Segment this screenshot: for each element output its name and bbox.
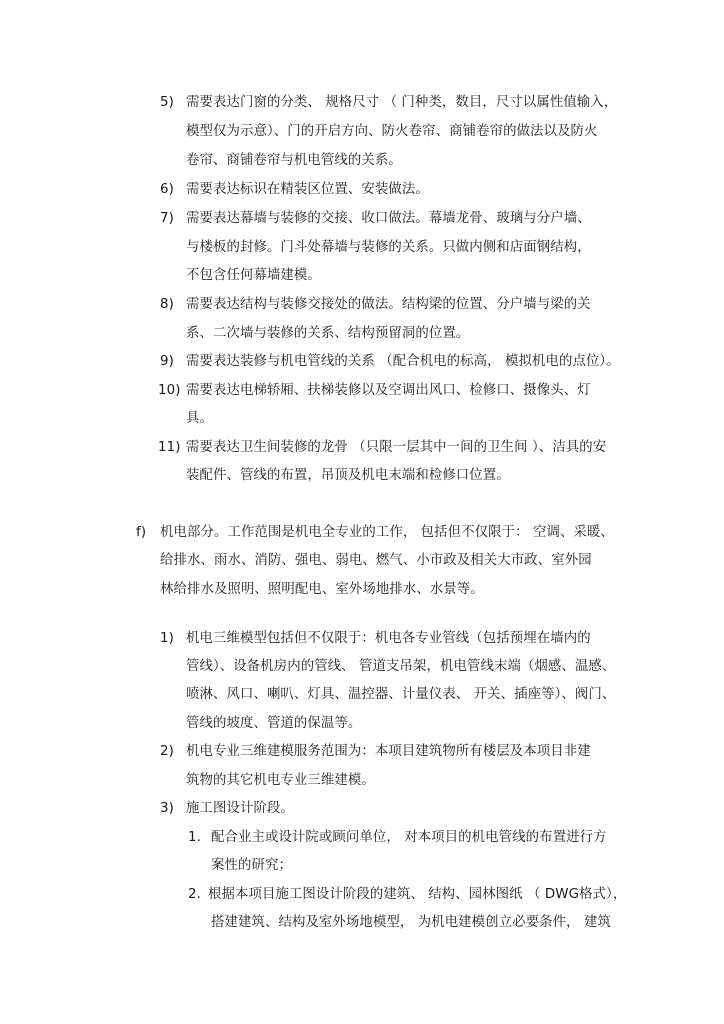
section-f-line-3: 林给排水及照明、照明配电、室外场地排水、水景等。 xyxy=(160,582,484,597)
item-9-line-1: 需要表达装修与机电管线的关系 （配合机电的标高， 模拟机电的点位）。 xyxy=(186,354,620,369)
item-7-line-1: 需要表达幕墙与装修的交接、收口做法。幕墙龙骨、玻璃与分户墙、 xyxy=(186,211,591,226)
item-8-line-1: 需要表达结构与装修交接处的做法。结构梁的位置、分户墙与梁的关 xyxy=(186,297,591,312)
sub-item-2-line-2: 搭建建筑、结构及室外场地模型， 为机电建模创立必要条件， 建筑 xyxy=(211,915,611,930)
item-6-number: 6) xyxy=(160,182,174,197)
item-5-number: 5) xyxy=(160,95,174,110)
sub-item-2-number: 2. xyxy=(188,887,201,902)
item-9-number: 9) xyxy=(160,354,174,369)
item-10-line-1: 需要表达电梯轿厢、扶梯装修以及空调出风口、检修口、摄像头、灯 xyxy=(186,383,591,398)
item-7-line-2: 与楼板的封修。门斗处幕墙与装修的关系。只做内侧和店面钢结构， xyxy=(186,240,591,255)
f-item-1-line-4: 管线的坡度、管道的保温等。 xyxy=(186,716,362,731)
f-item-1-line-2: 管线）、设备机房内的管线、 管道支吊架，机电管线末端（烟感、温感、 xyxy=(186,659,616,674)
section-f-line-2: 给排水、雨水、消防、强电、弱电、燃气、小市政及相关大市政、室外园 xyxy=(160,553,592,568)
f-item-2-line-2: 筑物的其它机电专业三维建模。 xyxy=(186,773,375,788)
item-5-line-2: 模型仅为示意）、门的开启方向、防火卷帘、商铺卷帘的做法以及防火 xyxy=(186,124,598,139)
sub-item-1-number: 1. xyxy=(188,830,201,845)
f-item-2-number: 2) xyxy=(160,744,174,759)
f-item-2-line-1: 机电专业三维建模服务范围为：本项目建筑物所有楼层及本项目非建 xyxy=(186,744,591,759)
item-7-line-3: 不包含任何幕墙建模。 xyxy=(186,268,321,283)
item-6-line-1: 需要表达标识在精装区位置、安装做法。 xyxy=(186,182,429,197)
item-11-line-1: 需要表达卫生间装修的龙骨 （只限一层其中一间的卫生间 ）、洁具的安 xyxy=(186,440,607,455)
f-item-1-line-3: 喷淋、风口、喇叭、灯具、温控器、计量仪表、 开关、插座等）、阀门、 xyxy=(186,687,616,702)
item-7-number: 7) xyxy=(160,211,174,226)
item-5-line-1: 需要表达门窗的分类、 规格尺寸 （ 门种类，数目，尺寸以属性值输入， xyxy=(186,95,618,110)
item-11-line-2: 装配件、管线的布置，吊顶及机电末端和检修口位置。 xyxy=(186,468,510,483)
f-item-3-line-1: 施工图设计阶段。 xyxy=(186,801,294,816)
item-10-line-2: 具。 xyxy=(186,411,213,426)
f-item-1-line-1: 机电三维模型包括但不仅限于：机电各专业管线（包括预埋在墙内的 xyxy=(186,631,591,646)
item-10-number: 10) xyxy=(158,383,181,398)
sub-item-1-line-2: 案性的研究； xyxy=(211,858,292,873)
sub-item-1-line-1: 配合业主或设计院或顾问单位， 对本项目的机电管线的布置进行方 xyxy=(211,830,607,845)
section-f-label: f) xyxy=(136,525,147,540)
f-item-1-number: 1) xyxy=(160,631,174,646)
f-item-3-number: 3) xyxy=(160,801,174,816)
item-5-line-3: 卷帘、商铺卷帘与机电管线的关系。 xyxy=(186,153,402,168)
item-8-number: 8) xyxy=(160,297,174,312)
sub-item-2-line-1: 根据本项目施工图设计阶段的建筑、 结构、园林图纸 （ DWG格式）， xyxy=(208,887,627,902)
item-11-number: 11) xyxy=(158,440,181,455)
item-8-line-2: 系、二次墙与装修的关系、结构预留洞的位置。 xyxy=(186,326,470,341)
section-f-line-1: 机电部分。工作范围是机电全专业的工作， 包括但不仅限于： 空调、采暖、 xyxy=(160,525,614,540)
